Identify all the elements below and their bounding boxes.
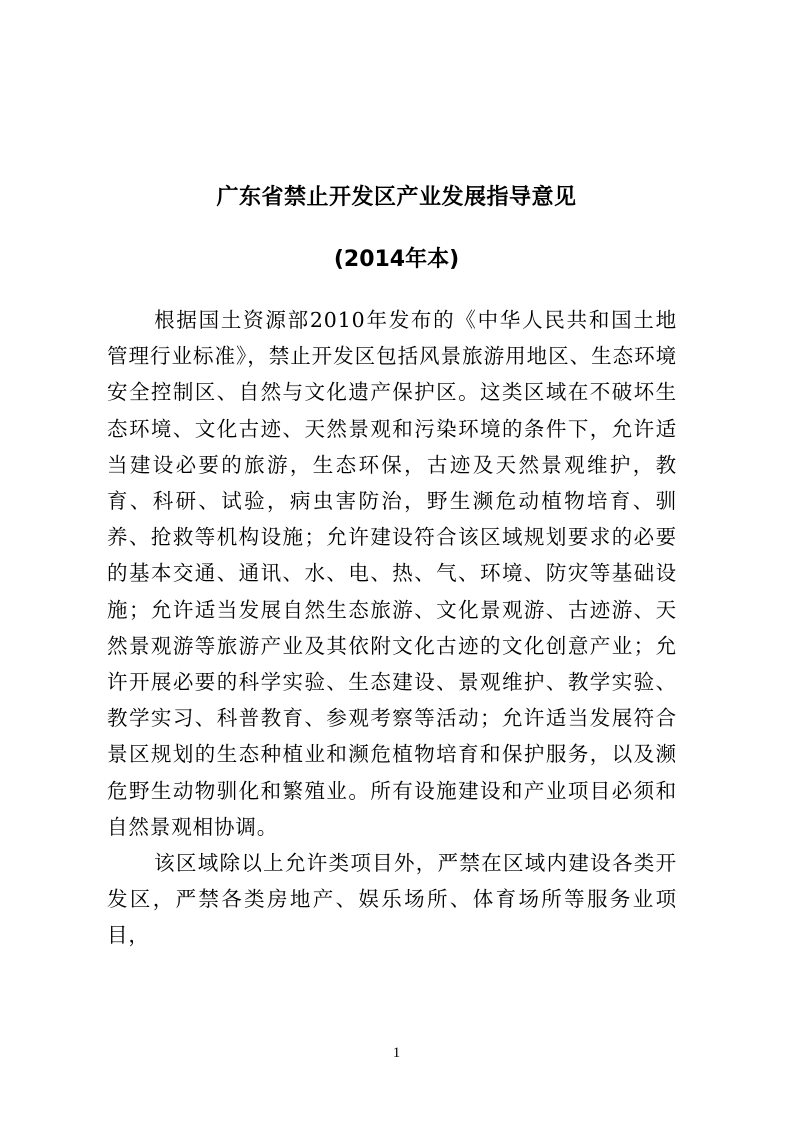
document-subtitle: (2014年本) xyxy=(333,247,460,272)
document-body xyxy=(107,302,677,954)
body-paragraph-2: 该区域除以上允许类项目外，严禁在区域内建设各类开发区，严禁各类房地产、娱乐场所、体育场所等服务业项目， xyxy=(107,851,677,948)
page-number: 1 xyxy=(392,1045,401,1061)
body-paragraph-1: 根据国土资源部2010年发布的《中华人民共和国土地管理行业标准》，禁止开发区包括风景旅游用地区、生态环境安全控制区、自然与文化遗产保护区。这类区域在不破坏生态环境、文化古迹、天然景观和污染环境的条件下，允许适当建设必要的旅游，生态环保，古迹及天然景观维护，教育、科研、试验，病虫害防治，野生濒危动植物培育、驯养、抢救等机构设施；允许建设符合该区域规划要求的必要的基本交通、通讯、水、电、热、气、环境、防灾等基础设施；允许适当发展自然生态旅游、文化景观游、古迹游、天然景观游等旅游产业及其依附文化古迹的文化创意产业；允许开展必要的科学实验、生态建设、景观维护、教学实验、教学实习、科普教育、参观考察等活动；允许适当发展符合景区规划的生态种植业和濒危植物培育和保护服务，以及濒危野生动物驯化和繁殖业。所有设施建设和产业项目必须和自然景观相协调。 xyxy=(107,308,677,839)
document-title: 广东省禁止开发区产业发展指导意见 xyxy=(216,185,577,210)
